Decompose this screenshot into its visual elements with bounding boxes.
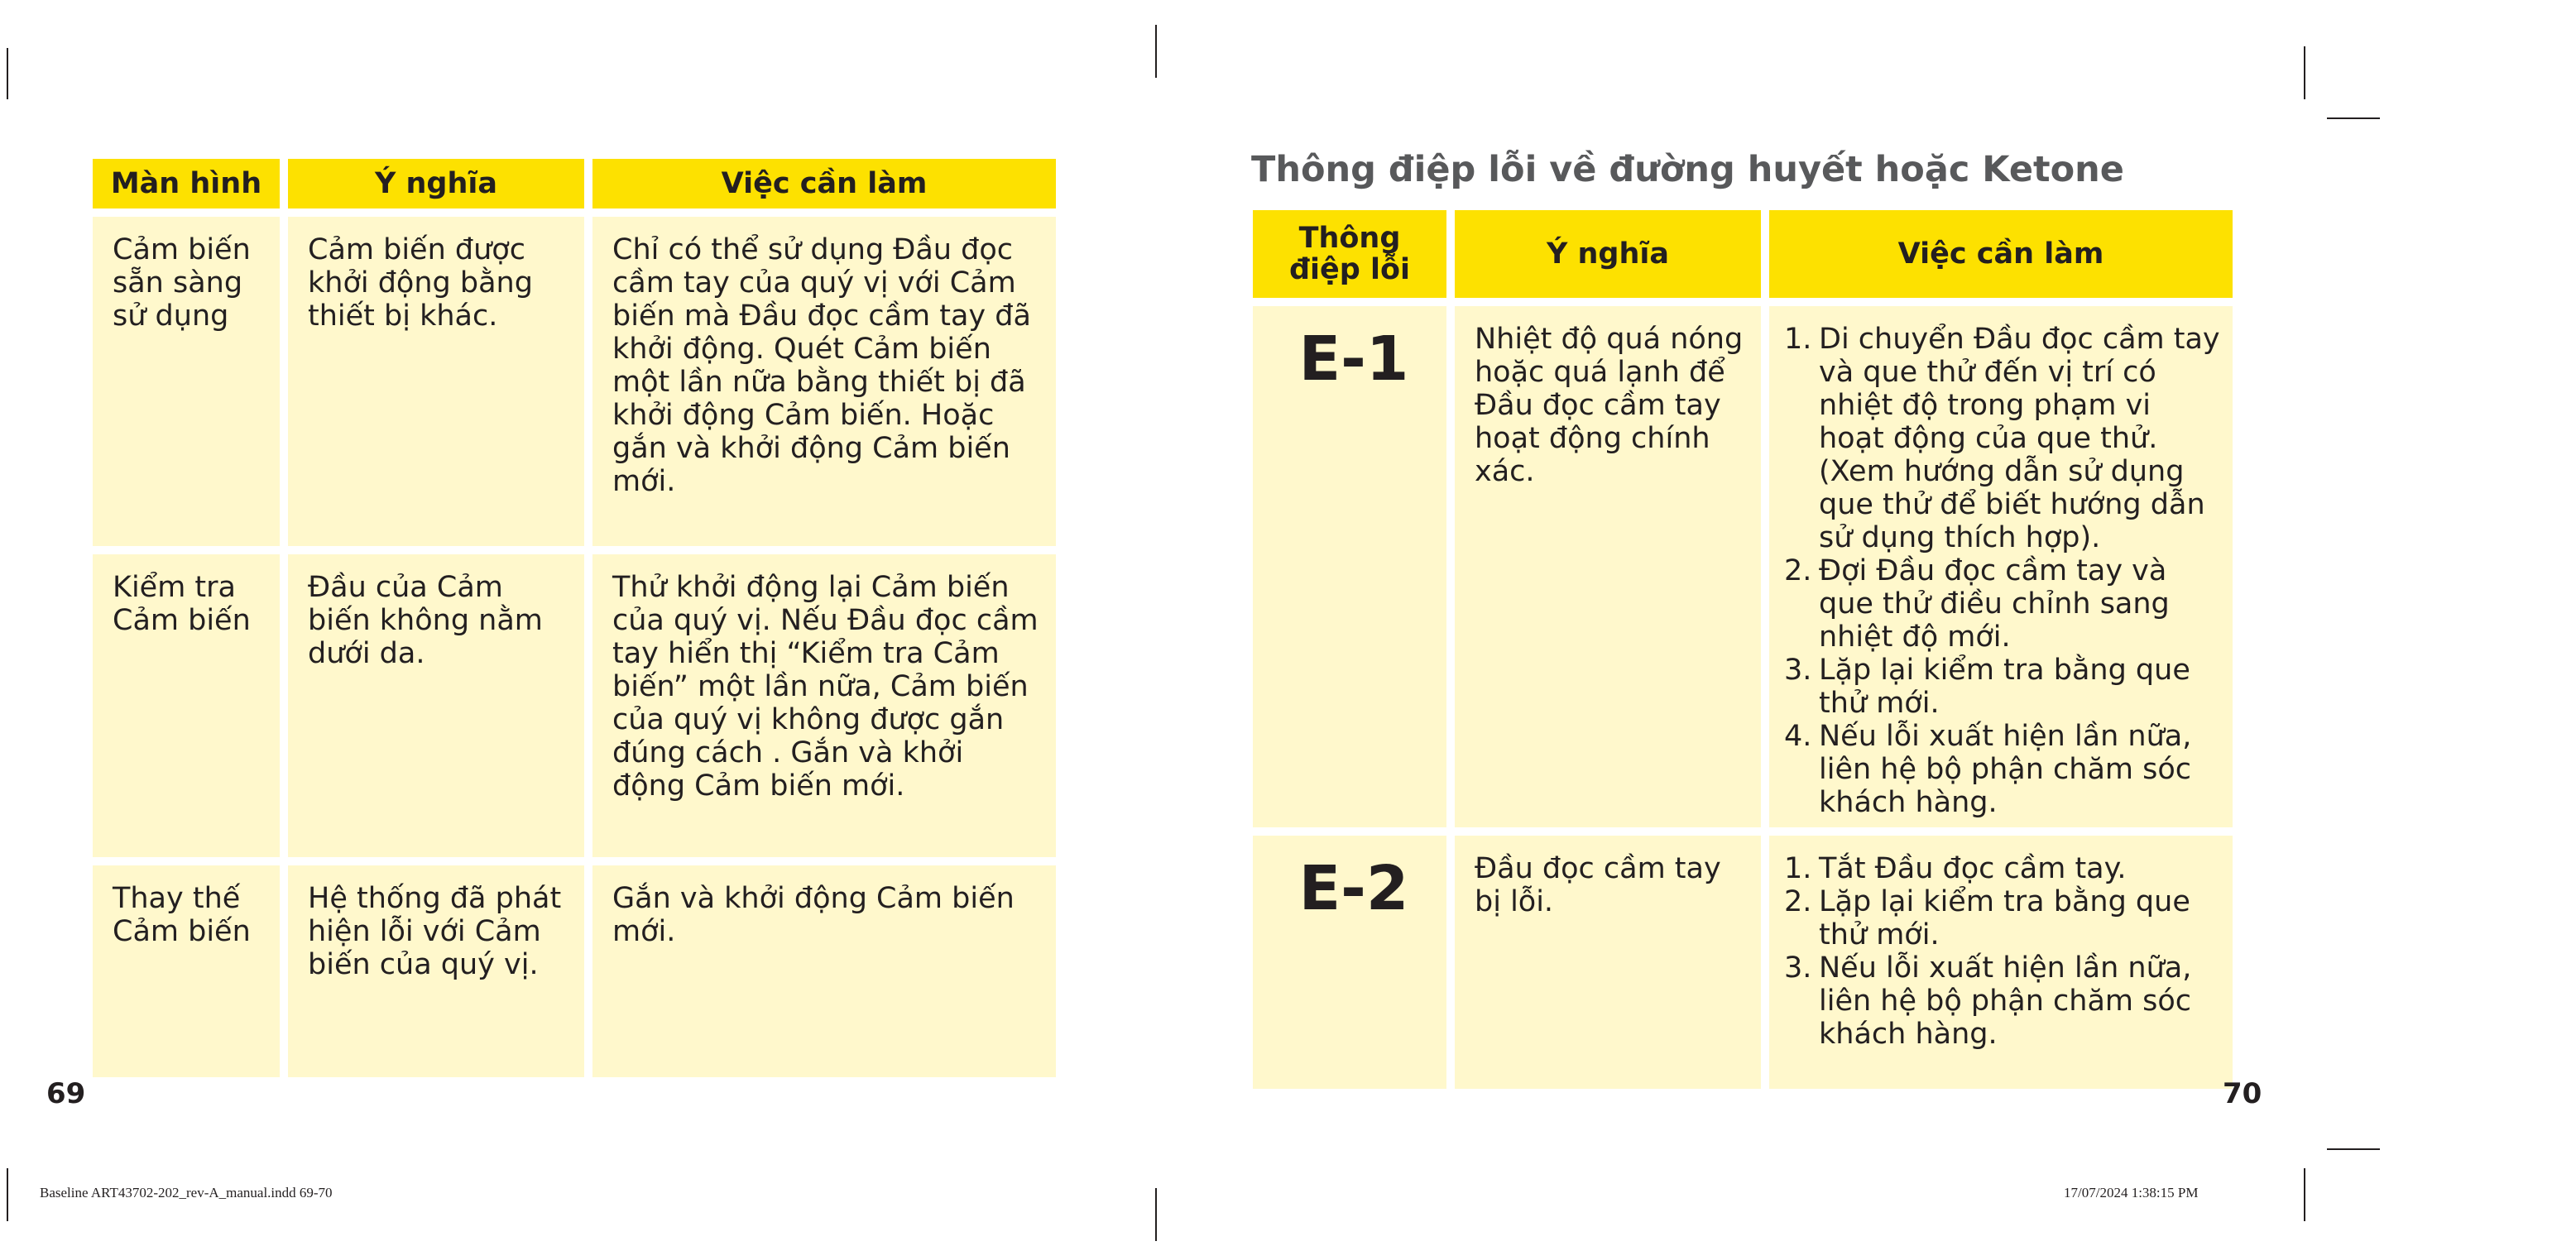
crop-mark xyxy=(1155,1188,1157,1241)
steps-list xyxy=(1784,852,2224,1051)
meaning-cell: Đầu đọc cầm tay bị lỗi. xyxy=(1455,836,1761,1089)
crop-mark xyxy=(2327,1148,2380,1150)
action-cell: Gắn và khởi động Cảm biến mới. xyxy=(592,865,1056,1077)
screen-cell: Cảm biến sẵn sàng sử dụng xyxy=(93,217,280,546)
print-slug: Baseline ART43702-202_rev-A_manual.indd 69-70 xyxy=(40,1185,333,1200)
step-text: Tắt Đầu đọc cầm tay. xyxy=(1819,852,2127,885)
crop-mark xyxy=(7,48,8,99)
list-item xyxy=(1784,554,2224,654)
page-title: Thông điệp lỗi về đường huyết hoặc Ketone xyxy=(1251,149,2124,190)
list-item xyxy=(1784,951,2224,1051)
steps-list xyxy=(1784,323,2224,819)
list-item xyxy=(1784,654,2224,720)
crop-mark xyxy=(7,1168,8,1221)
error-code-cell xyxy=(1253,836,1446,1089)
step-text: Lặp lại kiểm tra bằng que thử mới. xyxy=(1819,654,2190,720)
step-number: 2. xyxy=(1784,885,1812,918)
table-row xyxy=(1253,836,2233,1089)
step-text: Nếu lỗi xuất hiện lần nữa, liên hệ bộ phận chăm sóc khách hàng. xyxy=(1819,720,2192,819)
screen-messages-table xyxy=(84,151,1064,1085)
table-row xyxy=(93,865,1056,1077)
error-messages-table xyxy=(1245,202,2241,1097)
step-number: 1. xyxy=(1784,323,1812,356)
table-header-row xyxy=(1253,210,2233,298)
page-number: 70 xyxy=(2223,1077,2262,1110)
step-number: 4. xyxy=(1784,720,1812,753)
crop-mark xyxy=(2327,117,2380,119)
action-cell xyxy=(1769,836,2233,1089)
header-meaning: Ý nghĩa xyxy=(288,159,584,208)
list-item xyxy=(1784,323,2224,554)
error-code-cell xyxy=(1253,306,1446,827)
list-item xyxy=(1784,852,2224,885)
header-screen: Màn hình xyxy=(93,159,280,208)
meaning-cell: Hệ thống đã phát hiện lỗi với Cảm biến của quý vị. xyxy=(288,865,584,1077)
crop-mark xyxy=(1155,25,1157,78)
step-text: Di chuyển Đầu đọc cầm tay và que thử đến vị trí có nhiệt độ trong phạm vi hoạt động của que thử. (Xem hướng dẫn sử dụng que thử để biết hướng dẫn sử dụng thích hợp). xyxy=(1819,323,2220,554)
step-text: Đợi Đầu đọc cầm tay và que thử điều chỉnh sang nhiệt độ mới. xyxy=(1819,554,2170,654)
step-number: 1. xyxy=(1784,852,1812,885)
screen-cell: Kiểm tra Cảm biến xyxy=(93,554,280,857)
action-cell xyxy=(1769,306,2233,827)
page-number: 69 xyxy=(46,1077,86,1110)
step-number: 3. xyxy=(1784,654,1812,687)
print-timestamp: 17/07/2024 1:38:15 PM xyxy=(2064,1185,2199,1200)
table-header-row xyxy=(93,159,1056,208)
meaning-cell: Đầu của Cảm biến không nằm dưới da. xyxy=(288,554,584,857)
action-cell: Thử khởi động lại Cảm biến của quý vị. Nếu Đầu đọc cầm tay hiển thị “Kiểm tra Cảm biến” một lần nữa, Cảm biến của quý vị không được gắn đúng cách . Gắn và khởi động Cảm biến mới. xyxy=(592,554,1056,857)
list-item xyxy=(1784,885,2224,951)
crop-mark xyxy=(2304,1168,2305,1221)
crop-mark xyxy=(2304,46,2305,99)
error-code: E-2 xyxy=(1298,853,1409,924)
step-text: Lặp lại kiểm tra bằng que thử mới. xyxy=(1819,885,2190,951)
header-action: Việc cần làm xyxy=(592,159,1056,208)
step-text: Nếu lỗi xuất hiện lần nữa, liên hệ bộ phận chăm sóc khách hàng. xyxy=(1819,951,2192,1051)
error-code: E-1 xyxy=(1298,323,1409,395)
action-cell: Chỉ có thể sử dụng Đầu đọc cầm tay của quý vị với Cảm biến mà Đầu đọc cầm tay đã khởi động. Quét Cảm biến một lần nữa bằng thiết bị đã khởi động Cảm biến. Hoặc gắn và khởi động Cảm biến mới. xyxy=(592,217,1056,546)
meaning-cell: Cảm biến được khởi động bằng thiết bị khác. xyxy=(288,217,584,546)
step-number: 2. xyxy=(1784,554,1812,587)
step-number: 3. xyxy=(1784,951,1812,985)
header-meaning: Ý nghĩa xyxy=(1455,210,1761,298)
table-row xyxy=(93,554,1056,857)
header-error-message: Thông điệp lỗi xyxy=(1253,210,1446,298)
meaning-cell: Nhiệt độ quá nóng hoặc quá lạnh để Đầu đọc cầm tay hoạt động chính xác. xyxy=(1455,306,1761,827)
header-action: Việc cần làm xyxy=(1769,210,2233,298)
table-row xyxy=(93,217,1056,546)
list-item xyxy=(1784,720,2224,819)
screen-cell: Thay thế Cảm biến xyxy=(93,865,280,1077)
table-row xyxy=(1253,306,2233,827)
